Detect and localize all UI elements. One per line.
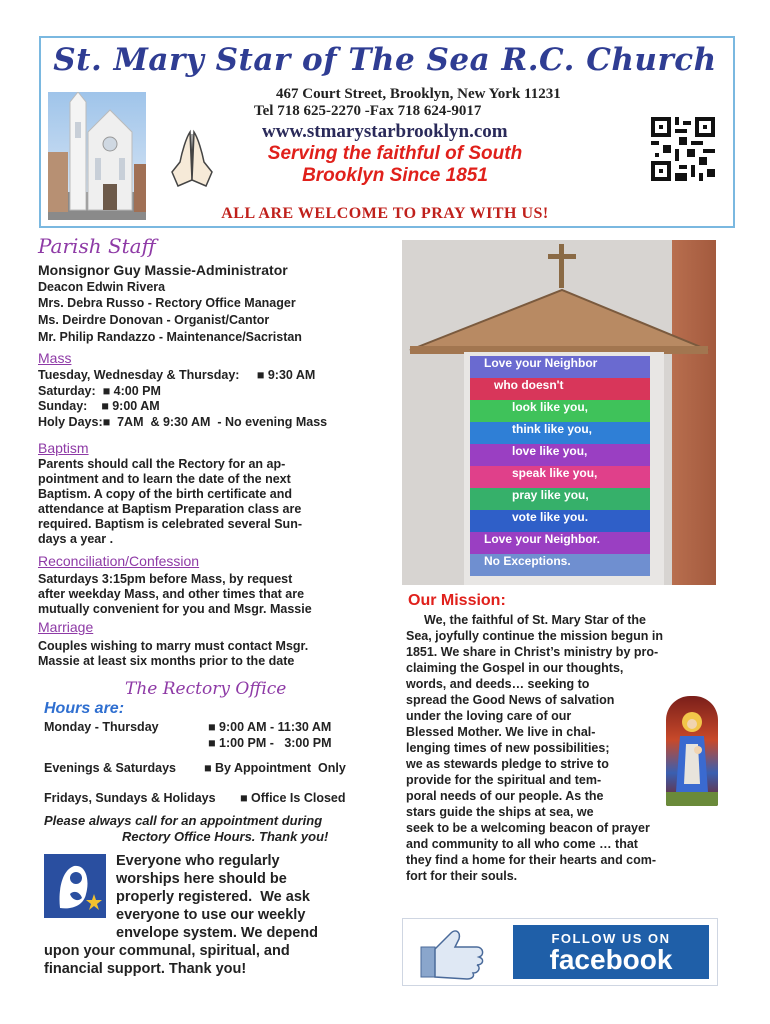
staff-member: Mrs. Debra Russo - Rectory Office Manager: [38, 296, 296, 310]
facebook-follow-button[interactable]: [402, 918, 718, 986]
registration-line: envelope system. We depend: [116, 925, 318, 941]
sign-row: vote like you.: [470, 510, 650, 532]
registration-line: financial support. Thank you!: [44, 961, 247, 977]
rectory-note-line-1: Please always call for an appointment during: [44, 813, 323, 828]
madonna-star-icon: [44, 854, 106, 918]
qr-code[interactable]: [651, 117, 715, 181]
registration-line: Everyone who regularly: [116, 853, 280, 869]
facebook-follow-label: FOLLOW US ON: [551, 931, 671, 946]
reconciliation-line: Saturdays 3:15pm before Mass, by request: [38, 572, 293, 586]
mission-line: Sea, joyfully continue the mission begun in: [406, 629, 663, 643]
parish-staff-title: Parish Staff: [38, 234, 156, 258]
mission-title: Our Mission:: [408, 592, 506, 609]
stained-glass-madonna-image: [666, 696, 718, 806]
facebook-brand: facebook: [549, 944, 673, 975]
sign-row: who doesn't: [470, 378, 650, 400]
sign-row: look like you,: [470, 400, 650, 422]
sign-row: love like you,: [470, 444, 650, 466]
sign-row: No Exceptions.: [470, 554, 650, 576]
registration-line: everyone to use our weekly: [116, 907, 306, 923]
address: 467 Court Street, Brooklyn, New York 11231: [276, 86, 561, 102]
mon-thu-label: Monday - Thursday: [44, 720, 159, 734]
mission-line: 1851. We share in Christ’s ministry by pro-: [406, 645, 659, 659]
mission-line: poral needs of our people. As the: [406, 789, 604, 803]
sign-row: Love your Neighbor: [470, 356, 650, 378]
baptism-line: pointment and to learn the date of the next: [38, 472, 291, 486]
staff-member: Monsignor Guy Massie-Administrator: [38, 262, 288, 278]
mass-line: Sunday: ■ 9:00 AM: [38, 399, 160, 413]
reconciliation-line: after weekday Mass, and other times that are: [38, 587, 305, 601]
marriage-line: Couples wishing to marry must contact Msgr.: [38, 639, 309, 653]
mon-thu-hours-1: ■ 9:00 AM - 11:30 AM: [208, 720, 332, 734]
sign-photo: [402, 240, 716, 585]
baptism-line: Parents should call the Rectory for an ap-: [38, 457, 286, 471]
staff-member: Deacon Edwin Rivera: [38, 280, 166, 294]
sign-row: Love your Neighbor.: [470, 532, 650, 554]
evenings-value: ■ By Appointment Only: [204, 761, 346, 775]
church-photo: [48, 92, 146, 220]
welcome-banner: ALL ARE WELCOME TO PRAY WITH US!: [221, 205, 549, 222]
mission-line: fort for their souls.: [406, 869, 518, 883]
closed-value: ■ Office Is Closed: [240, 791, 346, 805]
baptism-title: Baptism: [38, 440, 89, 456]
sign-row: think like you,: [470, 422, 650, 444]
evenings-label: Evenings & Saturdays: [44, 761, 176, 775]
mission-line: and community to all who come … that: [406, 837, 638, 851]
baptism-line: attendance at Baptism Preparation class are: [38, 502, 302, 516]
baptism-line: required. Baptism is celebrated several Sun-: [38, 517, 302, 531]
mission-line: seek to be a welcoming beacon of prayer: [406, 821, 650, 835]
mass-line: Saturday: ■ 4:00 PM: [38, 384, 161, 398]
baptism-line: days a year .: [38, 532, 114, 546]
church-name: St. Mary Star of The Sea R.C. Church: [53, 42, 717, 78]
mass-line: Tuesday, Wednesday & Thursday: ■ 9:30 AM: [38, 368, 316, 382]
staff-member: Ms. Deirdre Donovan - Organist/Cantor: [38, 313, 270, 327]
registration-line: worships here should be: [116, 871, 287, 887]
registration-line: upon your communal, spiritual, and: [44, 943, 290, 959]
sign-row: speak like you,: [470, 466, 650, 488]
thumbs-up-icon: [407, 925, 515, 981]
marriage-line: Massie at least six months prior to the date: [38, 654, 295, 668]
serving-line-2: Brooklyn Since 1851: [302, 165, 488, 186]
mission-line: lenging times of new possibilities;: [406, 741, 610, 755]
mission-line: claiming the Gospel in our thoughts,: [406, 661, 624, 675]
staff-member: Mr. Philip Randazzo - Maintenance/Sacristan: [38, 330, 302, 344]
closed-label: Fridays, Sundays & Holidays: [44, 791, 216, 805]
rectory-note-line-2: Rectory Office Hours. Thank you!: [122, 829, 329, 844]
mission-line: stars guide the ships at sea, we: [406, 805, 594, 819]
rectory-title: The Rectory Office: [125, 679, 287, 699]
mission-line: words, and deeds… seeking to: [406, 677, 590, 691]
registration-line: properly registered. We ask: [116, 889, 310, 905]
serving-line-1: Serving the faithful of South: [267, 143, 523, 164]
mass-title: Mass: [38, 350, 72, 366]
mission-line: We, the faithful of St. Mary Star of the: [424, 613, 647, 627]
baptism-line: Baptism. A copy of the birth certificate and: [38, 487, 292, 501]
mission-line: Blessed Mother. We live in chal-: [406, 725, 596, 739]
phone-fax: Tel 718 625-2270 -Fax 718 624-9017: [254, 103, 482, 119]
hours-label: Hours are:: [44, 700, 125, 717]
website-link[interactable]: www.stmarystarbrooklyn.com: [262, 121, 508, 142]
reconciliation-title: Reconciliation/Confession: [38, 553, 200, 569]
sign-row: pray like you,: [470, 488, 650, 510]
mass-line: Holy Days:■ 7AM & 9:30 AM - No evening Mass: [38, 415, 328, 429]
sign-board: [470, 356, 650, 585]
mission-line: we as stewards pledge to strive to: [406, 757, 609, 771]
mon-thu-hours-2: ■ 1:00 PM - 3:00 PM: [208, 736, 332, 750]
mission-line: they find a home for their hearts and com-: [406, 853, 657, 867]
mission-line: under the loving care of our: [406, 709, 572, 723]
mission-line: spread the Good News of salvation: [406, 693, 615, 707]
reconciliation-line: mutually convenient for you and Msgr. Massie: [38, 602, 312, 616]
mission-line: provide for the spiritual and tem-: [406, 773, 602, 787]
marriage-title: Marriage: [38, 619, 94, 635]
